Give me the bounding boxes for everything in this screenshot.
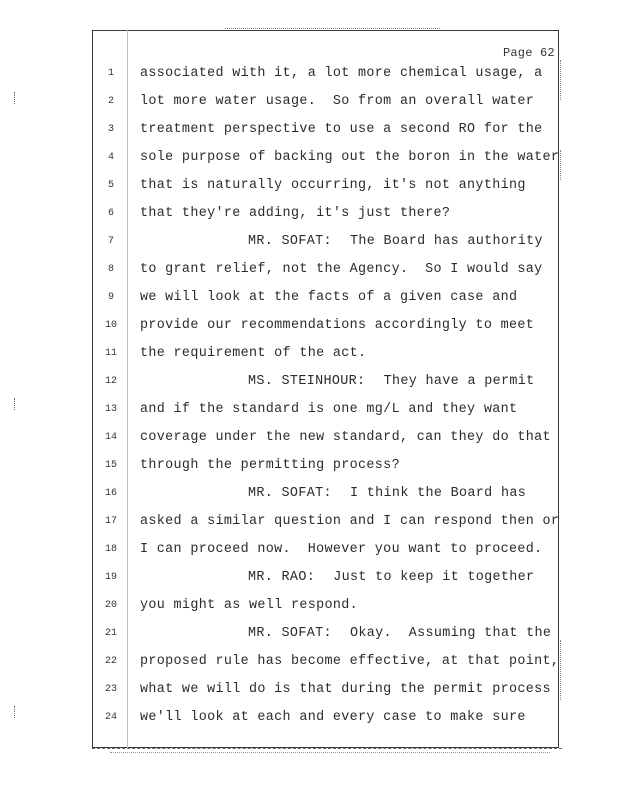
transcript-line-text: sole purpose of backing out the boron in the water	[140, 150, 560, 165]
speaker-name: MR. RAO:	[248, 570, 316, 585]
speaker-name: MR. SOFAT:	[248, 486, 332, 501]
transcript-line-text: you might as well respond.	[140, 598, 359, 613]
transcript-line-text: asked a similar question and I can respond then or	[140, 514, 560, 529]
transcript-line-text: lot more water usage. So from an overall water	[140, 94, 535, 109]
line-number: 24	[104, 712, 117, 723]
line-number: 17	[104, 516, 117, 527]
line-number: 22	[104, 656, 117, 667]
line-number: 2	[107, 96, 114, 107]
line-number: 1	[107, 68, 114, 79]
line-number: 12	[104, 376, 117, 387]
scan-artifact-left	[14, 398, 17, 410]
transcript-line-text: The Board has authority	[350, 234, 543, 249]
line-number: 18	[104, 544, 117, 555]
bottom-rule-secondary	[110, 752, 550, 754]
transcript-line-text: what we will do is that during the permit process	[140, 682, 551, 697]
transcript-line-text: proposed rule has become effective, at that point,	[140, 654, 560, 669]
speaker-name: MR. SOFAT:	[248, 234, 332, 249]
transcript-line-text: we will look at the facts of a given case and	[140, 290, 518, 305]
line-number: 5	[107, 180, 114, 191]
speaker-name: MR. SOFAT:	[248, 626, 332, 641]
scan-artifact-right	[560, 640, 561, 700]
line-number: 4	[107, 152, 114, 163]
transcript-line-text: Okay. Assuming that the	[350, 626, 552, 641]
scan-artifact-left	[14, 92, 17, 104]
line-number: 10	[104, 320, 117, 331]
transcript-line-text: associated with it, a lot more chemical usage, a	[140, 66, 543, 81]
line-number: 6	[107, 208, 114, 219]
transcript-line-text: we'll look at each and every case to make sure	[140, 710, 526, 725]
line-number: 21	[104, 628, 117, 639]
transcript-line-text: and if the standard is one mg/L and they want	[140, 402, 518, 417]
scan-artifact-left	[14, 706, 17, 718]
transcript-line-text: through the permitting process?	[140, 458, 400, 473]
line-number: 13	[104, 404, 117, 415]
line-number: 7	[107, 236, 114, 247]
line-number: 19	[104, 572, 117, 583]
transcript-line-text: to grant relief, not the Agency. So I would say	[140, 262, 543, 277]
transcript-line-text: coverage under the new standard, can they do that	[140, 430, 551, 445]
transcript-line-text: the requirement of the act.	[140, 346, 367, 361]
scan-artifact-right	[560, 150, 561, 180]
speaker-name: MS. STEINHOUR:	[248, 374, 366, 389]
scan-artifact-right	[560, 60, 561, 100]
line-number: 3	[107, 124, 114, 135]
line-number: 8	[107, 264, 114, 275]
transcript-line-text: treatment perspective to use a second RO for the	[140, 122, 543, 137]
transcript-line-text: I think the Board has	[350, 486, 527, 501]
bottom-rule	[92, 748, 562, 751]
line-number: 9	[107, 292, 114, 303]
transcript-line-text: Just to keep it together	[333, 570, 535, 585]
line-number: 20	[104, 600, 117, 611]
transcript-line-text: I can proceed now. However you want to proceed.	[140, 542, 543, 557]
line-number: 14	[104, 432, 117, 443]
transcript-line-text: provide our recommendations accordingly to meet	[140, 318, 535, 333]
line-number-margin	[127, 30, 128, 748]
transcript-line-text: They have a permit	[383, 374, 535, 389]
line-number: 16	[104, 488, 117, 499]
page-number: Page 62	[503, 46, 555, 60]
transcript-line-text: that is naturally occurring, it's not anything	[140, 178, 526, 193]
transcript-line-text: that they're adding, it's just there?	[140, 206, 451, 221]
line-number: 15	[104, 460, 117, 471]
line-number: 11	[104, 348, 117, 359]
line-number: 23	[104, 684, 117, 695]
